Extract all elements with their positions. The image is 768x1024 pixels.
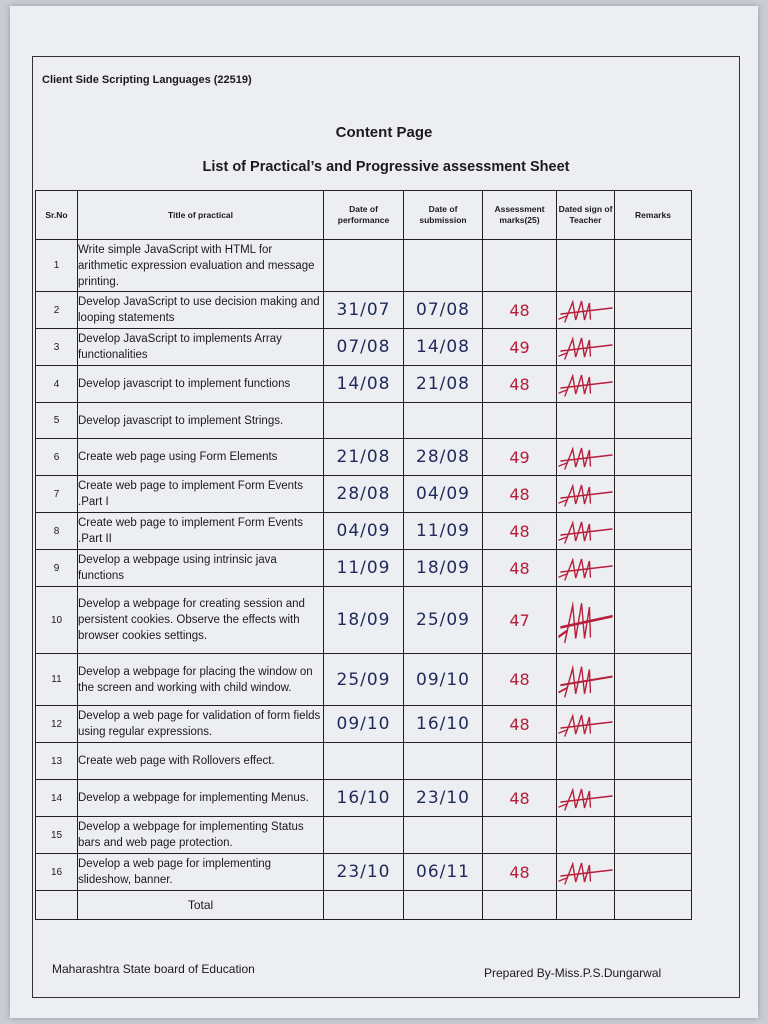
row-marks: 47 [483, 587, 557, 654]
row-teacher-sign [557, 550, 615, 587]
row-marks [483, 240, 557, 292]
row-remarks [615, 780, 692, 817]
table-row [36, 780, 692, 817]
row-srno: 15 [36, 817, 78, 854]
total-row [36, 891, 692, 920]
row-date-performance: 16/10 [324, 780, 404, 817]
page-subheading: List of Practical’s and Progressive assessment Sheet [202, 159, 570, 175]
table-row [36, 587, 692, 654]
table-row [36, 403, 692, 439]
row-marks [483, 403, 557, 439]
practicals-table [35, 190, 692, 920]
row-date-submission: 18/09 [404, 550, 483, 587]
row-marks [483, 743, 557, 780]
teacher-signature [557, 706, 614, 742]
row-title: Develop JavaScript to implements Array functionalities [78, 329, 324, 366]
row-title: Develop javascript to implement functions [78, 366, 324, 403]
row-title: Write simple JavaScript with HTML for arithmetic expression evaluation and message printing. [78, 240, 324, 292]
row-date-submission [404, 817, 483, 854]
row-teacher-sign [557, 476, 615, 513]
row-srno: 13 [36, 743, 78, 780]
row-marks: 48 [483, 780, 557, 817]
row-date-performance [324, 743, 404, 780]
table-row [36, 854, 692, 891]
row-title: Create web page to implement Form Events .Part II [78, 513, 324, 550]
row-srno: 9 [36, 550, 78, 587]
footer-board: Maharashtra State board of Education [52, 962, 255, 976]
col-header-srno: Sr.No [36, 191, 78, 240]
table-row [36, 513, 692, 550]
row-title: Develop javascript to implement Strings. [78, 403, 324, 439]
row-srno: 6 [36, 439, 78, 476]
row-title: Create web page using Form Elements [78, 439, 324, 476]
row-title: Create web page to implement Form Events .Part I [78, 476, 324, 513]
col-header-marks: Assessment marks(25) [483, 191, 557, 240]
row-teacher-sign [557, 513, 615, 550]
teacher-signature [557, 476, 614, 512]
teacher-signature [557, 854, 614, 890]
row-date-performance: 21/08 [324, 439, 404, 476]
row-remarks [615, 550, 692, 587]
row-remarks [615, 329, 692, 366]
table-row [36, 706, 692, 743]
row-teacher-sign [557, 587, 615, 654]
row-date-performance: 23/10 [324, 854, 404, 891]
row-date-performance: 11/09 [324, 550, 404, 587]
row-date-submission [404, 743, 483, 780]
row-marks: 49 [483, 439, 557, 476]
row-srno: 5 [36, 403, 78, 439]
row-title: Develop a webpage for implementing Menus. [78, 780, 324, 817]
table-row [36, 817, 692, 854]
col-header-performance: Date of performance [324, 191, 404, 240]
row-teacher-sign [557, 292, 615, 329]
row-date-submission: 21/08 [404, 366, 483, 403]
row-teacher-sign [557, 817, 615, 854]
row-date-performance: 14/08 [324, 366, 404, 403]
row-teacher-sign [557, 654, 615, 706]
row-marks: 48 [483, 550, 557, 587]
row-date-submission: 16/10 [404, 706, 483, 743]
teacher-signature [557, 513, 614, 549]
teacher-signature [557, 366, 614, 402]
row-date-submission: 06/11 [404, 854, 483, 891]
row-teacher-sign [557, 366, 615, 403]
row-date-performance: 07/08 [324, 329, 404, 366]
row-marks: 49 [483, 329, 557, 366]
row-remarks [615, 706, 692, 743]
row-date-performance [324, 817, 404, 854]
row-date-submission: 25/09 [404, 587, 483, 654]
teacher-signature [557, 550, 614, 586]
teacher-signature [557, 292, 614, 328]
row-date-submission [404, 403, 483, 439]
row-title: Create web page with Rollovers effect. [78, 743, 324, 780]
table-row [36, 240, 692, 292]
teacher-signature [557, 780, 614, 816]
row-srno: 16 [36, 854, 78, 891]
row-marks: 48 [483, 292, 557, 329]
table-row [36, 743, 692, 780]
row-srno: 1 [36, 240, 78, 292]
row-srno: 2 [36, 292, 78, 329]
row-teacher-sign [557, 780, 615, 817]
row-remarks [615, 654, 692, 706]
col-header-submission: Date of submission [404, 191, 483, 240]
row-title: Develop a web page for implementing slideshow, banner. [78, 854, 324, 891]
row-marks [483, 817, 557, 854]
row-marks: 48 [483, 366, 557, 403]
table-row [36, 476, 692, 513]
course-title: Client Side Scripting Languages (22519) [42, 74, 252, 86]
row-title: Develop a webpage for placing the window on the screen and working with child window. [78, 654, 324, 706]
row-remarks [615, 366, 692, 403]
table-row [36, 329, 692, 366]
teacher-signature [557, 587, 614, 653]
row-date-submission: 23/10 [404, 780, 483, 817]
total-label: Total [78, 891, 324, 920]
col-header-title: Title of practical [78, 191, 324, 240]
row-date-performance: 25/09 [324, 654, 404, 706]
row-teacher-sign [557, 329, 615, 366]
row-remarks [615, 476, 692, 513]
row-title: Develop JavaScript to use decision making and looping statements [78, 292, 324, 329]
row-teacher-sign [557, 743, 615, 780]
row-date-submission: 14/08 [404, 329, 483, 366]
table-row [36, 550, 692, 587]
row-srno: 4 [36, 366, 78, 403]
col-header-remarks: Remarks [615, 191, 692, 240]
row-remarks [615, 854, 692, 891]
row-marks: 48 [483, 654, 557, 706]
teacher-signature [557, 329, 614, 365]
row-date-submission: 09/10 [404, 654, 483, 706]
row-date-submission: 07/08 [404, 292, 483, 329]
row-srno: 7 [36, 476, 78, 513]
row-marks: 48 [483, 476, 557, 513]
table-row [36, 654, 692, 706]
row-srno: 11 [36, 654, 78, 706]
table-row [36, 366, 692, 403]
row-date-submission [404, 240, 483, 292]
row-date-submission: 28/08 [404, 439, 483, 476]
row-date-performance: 31/07 [324, 292, 404, 329]
row-title: Develop a webpage for implementing Status bars and web page protection. [78, 817, 324, 854]
row-remarks [615, 513, 692, 550]
row-teacher-sign [557, 403, 615, 439]
table-header-row [36, 191, 692, 240]
row-teacher-sign [557, 240, 615, 292]
row-remarks [615, 587, 692, 654]
row-srno: 3 [36, 329, 78, 366]
row-remarks [615, 403, 692, 439]
row-date-submission: 04/09 [404, 476, 483, 513]
row-marks: 48 [483, 513, 557, 550]
row-teacher-sign [557, 439, 615, 476]
row-remarks [615, 743, 692, 780]
row-title: Develop a webpage using intrinsic java functions [78, 550, 324, 587]
row-title: Develop a web page for validation of form fields using regular expressions. [78, 706, 324, 743]
row-date-performance: 09/10 [324, 706, 404, 743]
row-date-performance [324, 240, 404, 292]
row-srno: 12 [36, 706, 78, 743]
row-marks: 48 [483, 854, 557, 891]
row-date-performance: 04/09 [324, 513, 404, 550]
row-remarks [615, 439, 692, 476]
row-date-submission: 11/09 [404, 513, 483, 550]
teacher-signature [557, 439, 614, 475]
row-date-performance [324, 403, 404, 439]
row-remarks [615, 292, 692, 329]
row-teacher-sign [557, 854, 615, 891]
row-date-performance: 18/09 [324, 587, 404, 654]
row-title: Develop a webpage for creating session and persistent cookies. Observe the effects with browser cookies settings. [78, 587, 324, 654]
page-heading: Content Page [335, 124, 433, 141]
teacher-signature [557, 654, 614, 705]
row-teacher-sign [557, 706, 615, 743]
col-header-sign: Dated sign of Teacher [557, 191, 615, 240]
row-srno: 8 [36, 513, 78, 550]
row-srno: 10 [36, 587, 78, 654]
row-srno: 14 [36, 780, 78, 817]
row-remarks [615, 240, 692, 292]
table-row [36, 292, 692, 329]
row-marks: 48 [483, 706, 557, 743]
row-remarks [615, 817, 692, 854]
row-date-performance: 28/08 [324, 476, 404, 513]
table-row [36, 439, 692, 476]
footer-prepared-by: Prepared By-Miss.P.S.Dungarwal [484, 966, 662, 980]
